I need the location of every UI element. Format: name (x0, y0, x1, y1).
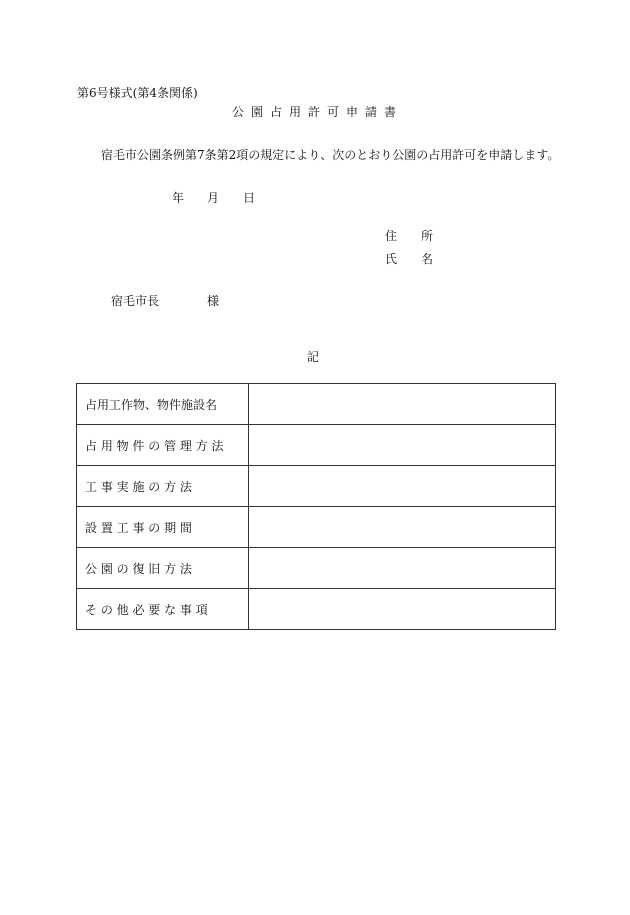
table-row (77, 425, 556, 466)
name-label: 氏名 (385, 252, 458, 266)
row-label-cell (77, 384, 249, 425)
table-row (77, 589, 556, 630)
date-year-label: 年 (172, 191, 185, 205)
row-label: 設 置 工 事 の 期 間 (85, 520, 192, 535)
row-label: 公 園 の 復 旧 方 法 (85, 561, 192, 576)
table-row (77, 507, 556, 548)
date-month-label: 月 (207, 191, 220, 205)
row-label-cell (77, 589, 249, 630)
table-row (77, 384, 556, 425)
application-items-table (76, 383, 556, 630)
date-day-label: 日 (243, 191, 256, 205)
application-statement: 宿毛市公園条例第7条第2項の規定により、次のとおり公園の占用許可を申請します。 (101, 148, 560, 162)
addressee-name: 宿毛市長 (111, 294, 160, 308)
row-label-cell (77, 466, 249, 507)
row-label-cell (77, 507, 249, 548)
row-label: そ の 他 必 要 な 事 項 (85, 602, 208, 617)
row-value-cell[interactable] (249, 466, 556, 507)
row-value-cell[interactable] (249, 425, 556, 466)
row-label-cell (77, 425, 249, 466)
addressee-honorific: 様 (207, 294, 220, 308)
table-row (77, 466, 556, 507)
document-title: 公園占用許可申請書 (232, 105, 404, 119)
ki-heading: 記 (307, 350, 320, 364)
row-value-cell[interactable] (249, 548, 556, 589)
row-value-cell[interactable] (249, 589, 556, 630)
row-value-cell[interactable] (249, 384, 556, 425)
row-label-cell (77, 548, 249, 589)
row-value-cell[interactable] (249, 507, 556, 548)
row-label: 占用工作物、物件施設名 (85, 397, 218, 412)
row-label: 占 用 物 件 の 管 理 方 法 (85, 438, 224, 453)
table-row (77, 548, 556, 589)
form-number: 第6号様式(第4条関係) (77, 86, 198, 100)
row-label: 工 事 実 施 の 方 法 (85, 479, 192, 494)
address-label: 住所 (385, 229, 458, 243)
